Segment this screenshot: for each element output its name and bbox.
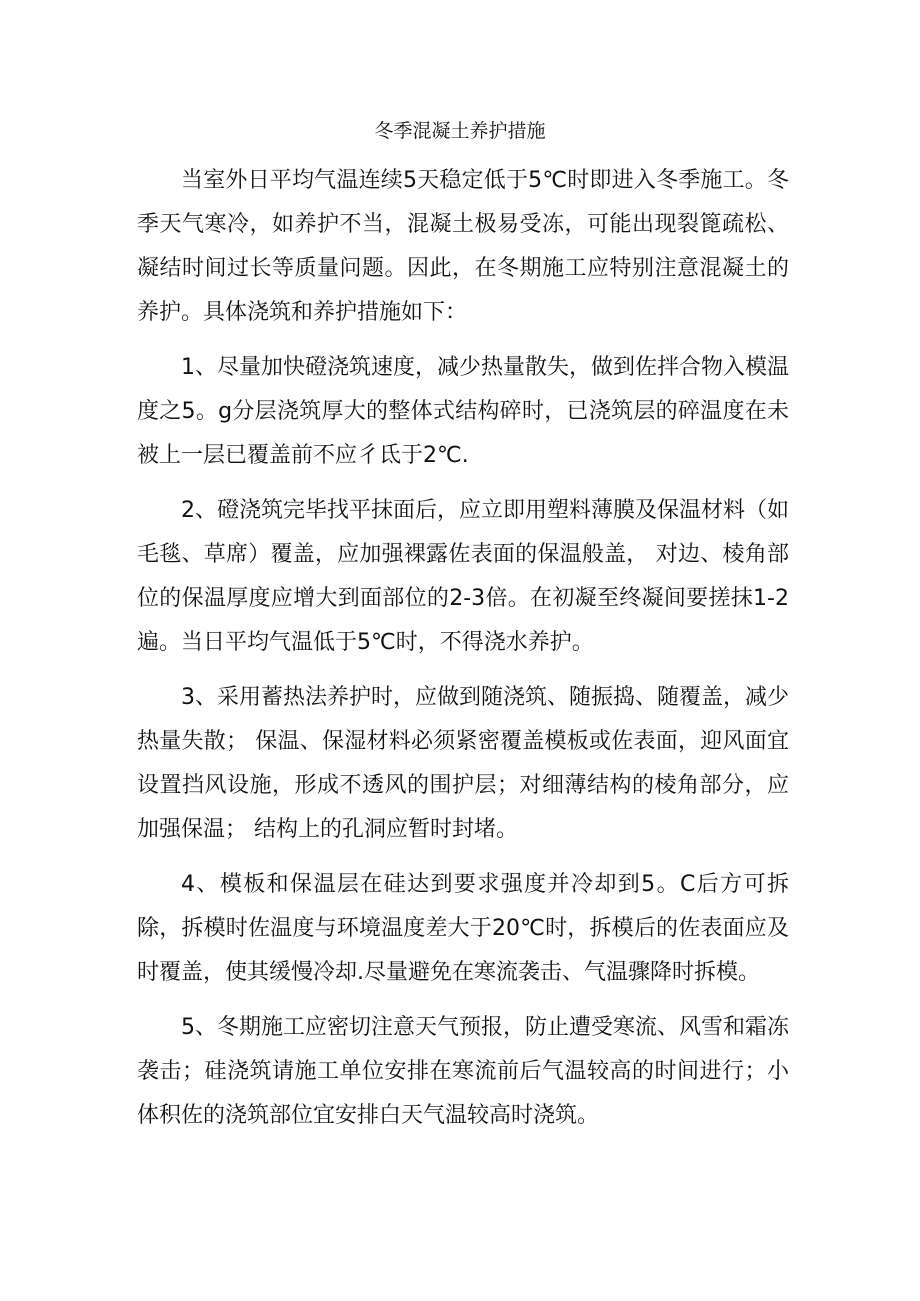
paragraph-item-1: 1、尽量加快磴浇筑速度，减少热量散失，做到佐拌合物入模温度之5。g分层浇筑厚大的整体式结构碎时，已浇筑层的碎温度在未被上一层已覆盖前不应彳氐于2℃. xyxy=(137,355,789,468)
paragraph-item-3: 3、采用蓄热法养护时，应做到随浇筑、随振捣、随覆盖，减少热量失散； 保温、保湿材料必须紧密覆盖模板或佐表面，迎风面宜设置挡风设施，形成不透风的围护层；对细薄结构的棱角部分，应加强保温； 结构上的孔洞应暂时封堵。 xyxy=(137,685,789,842)
document-body xyxy=(137,159,789,1138)
paragraph-item-4: 4、模板和保温层在硅达到要求强度并冷却到5。C后方可拆除，拆模时佐温度与环境温度差大于20℃时，拆模后的佐表面应及时覆盖，使其缓慢冷却.尽量避免在寒流袭击、气温骤降时拆模。 xyxy=(137,872,789,985)
paragraph-item-5: 5、冬期施工应密切注意天气预报，防止遭受寒流、风雪和霜冻袭击；硅浇筑请施工单位安排在寒流前后气温较高的时间进行；小体积佐的浇筑部位宜安排白天气温较高时浇筑。 xyxy=(137,1015,789,1128)
paragraph-intro: 当室外日平均气温连续5天稳定低于5℃时即进入冬季施工。冬季天气寒冷，如养护不当，混凝土极易受冻，可能出现裂篦疏松、凝结时间过长等质量问题。因此，在冬期施工应特别注意混凝土的养护。具体浇筑和养护措施如下： xyxy=(137,168,789,325)
document-title: 冬季混凝土养护措施 xyxy=(374,120,546,142)
paragraph-item-2: 2、磴浇筑完毕找平抹面后，应立即用塑料薄膜及保温材料（如毛毯、草席）覆盖，应加强裸露佐表面的保温般盖， 对边、棱角部位的保温厚度应增大到面部位的2-3倍。在初凝至终凝间要搓抹1-2遍。当日平均气温低于5℃时，不得浇水养护。 xyxy=(137,498,789,655)
